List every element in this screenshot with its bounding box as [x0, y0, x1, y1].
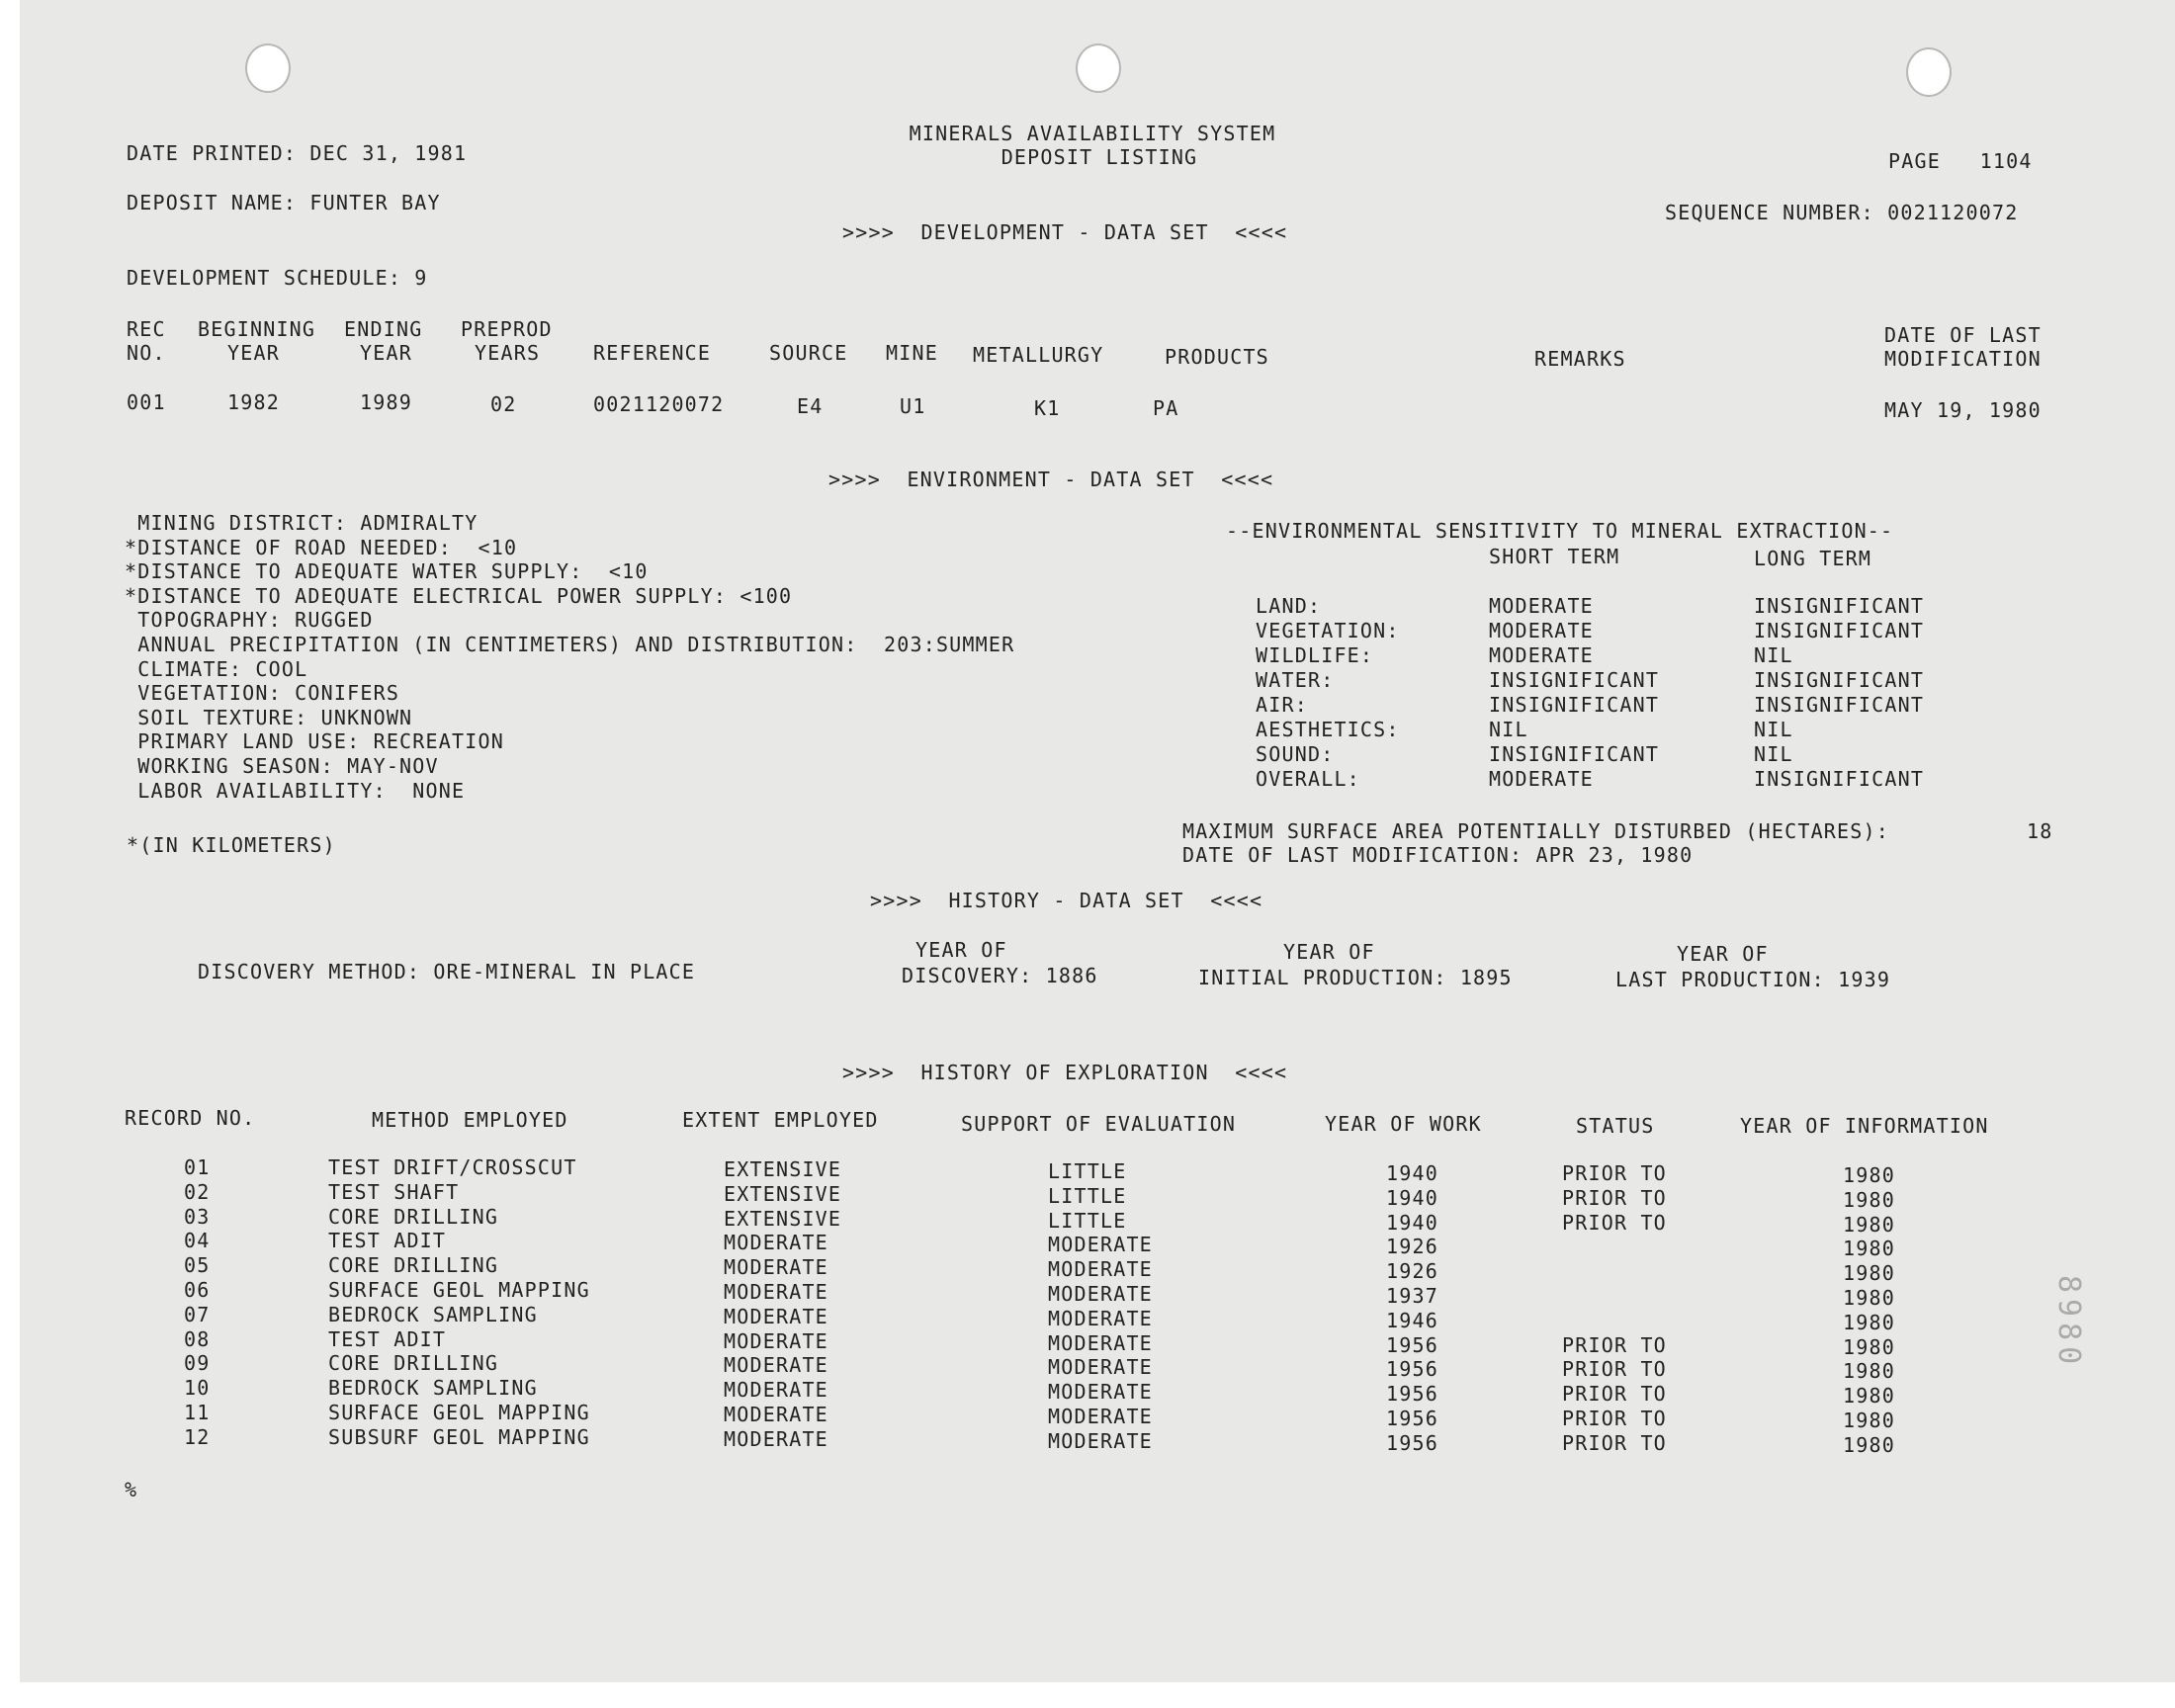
footer-mark: %	[125, 1478, 138, 1501]
exp-support: MODERATE	[1048, 1330, 1153, 1355]
dev-row-preprod: 02	[490, 392, 517, 416]
discovery-method: DISCOVERY METHOD: ORE-MINERAL IN PLACE	[198, 960, 696, 983]
max-area-value: 18	[2027, 819, 2053, 843]
exp-record-no: 03	[184, 1204, 211, 1229]
exp-status: PRIOR TO	[1562, 1161, 1667, 1185]
exp-record-no: 05	[184, 1253, 211, 1278]
exp-support: MODERATE	[1048, 1428, 1153, 1453]
exp-record-no: 12	[184, 1424, 211, 1449]
exploration-section-title: >>>> HISTORY OF EXPLORATION <<<<	[842, 1061, 1288, 1084]
exp-year-info: 1980	[1843, 1212, 1895, 1237]
dev-header-ending: ENDING	[344, 317, 423, 341]
environment-line: TOPOGRAPHY: RUGGED	[125, 608, 374, 633]
date-printed: DATE PRINTED: DEC 31, 1981	[127, 141, 468, 165]
dev-row-mine: U1	[900, 394, 926, 418]
sensitivity-label: OVERALL:	[1256, 767, 1360, 791]
exp-year: 1940	[1386, 1210, 1438, 1235]
environment-line: SOIL TEXTURE: UNKNOWN	[125, 705, 413, 729]
max-area-label: MAXIMUM SURFACE AREA POTENTIALLY DISTURBED (HECTARES):	[1182, 819, 1890, 843]
exp-record-no: 01	[184, 1155, 211, 1179]
dev-header-date-of-last: DATE OF LAST	[1884, 323, 2042, 347]
sensitivity-label: AESTHETICS:	[1256, 718, 1400, 741]
sensitivity-short: NIL	[1489, 718, 1528, 741]
exp-year: 1956	[1386, 1357, 1438, 1382]
exp-year-info: 1980	[1843, 1384, 1895, 1409]
sequence-number: SEQUENCE NUMBER: 0021120072	[1665, 201, 2019, 224]
sensitivity-long-term-header: LONG TERM	[1754, 547, 1872, 570]
dev-header-beginning: BEGINNING	[198, 317, 316, 341]
dev-header-preprod: PREPROD	[461, 317, 553, 341]
environment-line: ANNUAL PRECIPITATION (IN CENTIMETERS) AND DISTRIBUTION: 203:SUMMER	[125, 633, 1015, 656]
exp-year: 1940	[1386, 1161, 1438, 1185]
exp-year-info: 1980	[1843, 1359, 1895, 1384]
exp-extent: MODERATE	[724, 1231, 828, 1255]
sensitivity-label: VEGETATION:	[1256, 619, 1400, 642]
punch-hole-right	[1906, 47, 1952, 97]
sensitivity-long: NIL	[1754, 643, 1793, 667]
exp-support: LITTLE	[1048, 1183, 1127, 1208]
printout-sheet	[20, 0, 2175, 1682]
exp-year-info: 1980	[1843, 1334, 1895, 1359]
year-of-last-label: YEAR OF	[1677, 942, 1769, 966]
exp-header-extent: EXTENT EMPLOYED	[682, 1108, 879, 1132]
sensitivity-label: SOUND:	[1256, 742, 1335, 766]
sensitivity-long: INSIGNIFICANT	[1754, 668, 1925, 692]
environment-last-modification: DATE OF LAST MODIFICATION: APR 23, 1980	[1182, 843, 1694, 867]
environment-footnote: *(IN KILOMETERS)	[127, 833, 336, 857]
exp-record-no: 11	[184, 1401, 211, 1424]
exp-extent: MODERATE	[724, 1280, 828, 1304]
sensitivity-long: INSIGNIFICANT	[1754, 594, 1925, 618]
exp-year: 1937	[1386, 1284, 1438, 1308]
exp-support: MODERATE	[1048, 1380, 1153, 1405]
exp-extent: EXTENSIVE	[724, 1157, 842, 1181]
exp-support: MODERATE	[1048, 1355, 1153, 1380]
exp-method: SUBSURF GEOL MAPPING	[328, 1424, 590, 1449]
exp-year-info: 1980	[1843, 1409, 1895, 1432]
initial-production: INITIAL PRODUCTION: 1895	[1198, 966, 1513, 989]
environment-line: *DISTANCE TO ADEQUATE WATER SUPPLY: <10	[125, 559, 649, 584]
exp-year-info: 1980	[1843, 1261, 1895, 1286]
sensitivity-label: WILDLIFE:	[1256, 643, 1374, 667]
exp-record-no: 08	[184, 1326, 211, 1351]
exp-method: BEDROCK SAMPLING	[328, 1302, 538, 1326]
exp-status: PRIOR TO	[1562, 1210, 1667, 1235]
sensitivity-title: --ENVIRONMENTAL SENSITIVITY TO MINERAL EXTRACTION--	[1226, 519, 1894, 543]
exp-extent: MODERATE	[724, 1403, 828, 1426]
exp-header-support: SUPPORT OF EVALUATION	[961, 1112, 1237, 1136]
exp-year: 1926	[1386, 1235, 1438, 1259]
exp-extent: MODERATE	[724, 1378, 828, 1403]
deposit-name: DEPOSIT NAME: FUNTER BAY	[127, 191, 441, 214]
exp-status: PRIOR TO	[1562, 1407, 1667, 1430]
system-title: MINERALS AVAILABILITY SYSTEM	[909, 122, 1276, 145]
exp-support: MODERATE	[1048, 1306, 1153, 1330]
dev-header-years: YEARS	[475, 341, 541, 365]
exp-method: BEDROCK SAMPLING	[328, 1376, 538, 1401]
exp-year-info: 1980	[1843, 1310, 1895, 1334]
exp-support: MODERATE	[1048, 1282, 1153, 1306]
margin-stamp: 8980	[2051, 1275, 2086, 1371]
exp-record-no: 09	[184, 1351, 211, 1376]
exp-status: PRIOR TO	[1562, 1185, 1667, 1210]
listing-title: DEPOSIT LISTING	[1000, 145, 1198, 169]
last-production: LAST PRODUCTION: 1939	[1615, 968, 1891, 991]
sensitivity-short: MODERATE	[1489, 594, 1594, 618]
exp-extent: MODERATE	[724, 1255, 828, 1280]
environment-line: MINING DISTRICT: ADMIRALTY	[125, 511, 478, 535]
environment-line: *DISTANCE OF ROAD NEEDED: <10	[125, 535, 518, 559]
exp-header-status: STATUS	[1576, 1114, 1655, 1138]
exp-method: TEST ADIT	[328, 1229, 447, 1253]
exp-extent: EXTENSIVE	[724, 1206, 842, 1231]
dev-header-source: SOURCE	[769, 341, 848, 365]
exp-method: TEST DRIFT/CROSSCUT	[328, 1155, 577, 1179]
exp-method: CORE DRILLING	[328, 1253, 499, 1278]
sensitivity-short: MODERATE	[1489, 643, 1594, 667]
history-section-title: >>>> HISTORY - DATA SET <<<<	[870, 889, 1263, 912]
exp-extent: MODERATE	[724, 1304, 828, 1328]
environment-section-title: >>>> ENVIRONMENT - DATA SET <<<<	[828, 468, 1274, 491]
sensitivity-short-term-header: SHORT TERM	[1489, 545, 1620, 568]
sensitivity-short: MODERATE	[1489, 619, 1594, 642]
exp-support: MODERATE	[1048, 1233, 1153, 1257]
exp-record-no: 06	[184, 1278, 211, 1302]
exp-year: 1926	[1386, 1259, 1438, 1284]
exp-status: PRIOR TO	[1562, 1382, 1667, 1407]
sensitivity-long: INSIGNIFICANT	[1754, 693, 1925, 717]
sensitivity-long: NIL	[1754, 742, 1793, 766]
exp-method: SURFACE GEOL MAPPING	[328, 1278, 590, 1302]
exp-year: 1956	[1386, 1430, 1438, 1455]
exp-year-info: 1980	[1843, 1187, 1895, 1212]
exp-year-info: 1980	[1843, 1163, 1895, 1187]
exp-year: 1956	[1386, 1332, 1438, 1357]
environment-line: CLIMATE: COOL	[125, 656, 308, 681]
dev-header-products: PRODUCTS	[1165, 345, 1269, 369]
sensitivity-short: INSIGNIFICANT	[1489, 693, 1660, 717]
sensitivity-long: INSIGNIFICANT	[1754, 767, 1925, 791]
discovery-year: DISCOVERY: 1886	[902, 964, 1098, 987]
environment-line: WORKING SEASON: MAY-NOV	[125, 754, 439, 778]
exp-status: PRIOR TO	[1562, 1357, 1667, 1382]
page-number: PAGE 1104	[1888, 149, 2033, 173]
dev-header-year1: YEAR	[227, 341, 280, 365]
exp-year: 1956	[1386, 1382, 1438, 1407]
dev-header-remarks: REMARKS	[1534, 347, 1626, 371]
exp-record-no: 10	[184, 1376, 211, 1401]
dev-row-products: PA	[1153, 396, 1179, 420]
exp-extent: MODERATE	[724, 1328, 828, 1353]
environment-line: LABOR AVAILABILITY: NONE	[125, 778, 466, 803]
environment-line: PRIMARY LAND USE: RECREATION	[125, 729, 504, 754]
dev-row-source: E4	[797, 394, 824, 418]
exp-support: MODERATE	[1048, 1257, 1153, 1282]
dev-row-date: MAY 19, 1980	[1884, 398, 2042, 422]
exp-extent: MODERATE	[724, 1353, 828, 1378]
exp-record-no: 02	[184, 1179, 211, 1204]
exp-extent: EXTENSIVE	[724, 1181, 842, 1206]
exp-header-year-info: YEAR OF INFORMATION	[1740, 1114, 1989, 1138]
year-of-initial-label: YEAR OF	[1283, 940, 1375, 964]
exp-year-info: 1980	[1843, 1286, 1895, 1310]
dev-row-reference: 0021120072	[593, 392, 725, 416]
exp-header-record: RECORD NO.	[125, 1106, 256, 1130]
dev-row-rec: 001	[127, 390, 166, 414]
development-schedule: DEVELOPMENT SCHEDULE: 9	[127, 266, 428, 290]
exp-support: LITTLE	[1048, 1159, 1127, 1183]
sensitivity-label: LAND:	[1256, 594, 1322, 618]
exp-header-method: METHOD EMPLOYED	[372, 1108, 568, 1132]
exp-extent: MODERATE	[724, 1426, 828, 1451]
exp-header-year-work: YEAR OF WORK	[1325, 1112, 1482, 1136]
dev-header-reference: REFERENCE	[593, 341, 712, 365]
dev-header-metallurgy: METALLURGY	[973, 343, 1104, 367]
exp-method: CORE DRILLING	[328, 1204, 499, 1229]
exp-method: SURFACE GEOL MAPPING	[328, 1401, 590, 1424]
dev-header-rec: REC	[127, 317, 166, 341]
exp-status: PRIOR TO	[1562, 1332, 1667, 1357]
punch-hole-left	[245, 43, 291, 93]
year-of-discovery-label: YEAR OF	[915, 938, 1007, 962]
punch-hole-center	[1076, 43, 1121, 93]
dev-row-metallurgy: K1	[1034, 396, 1061, 420]
dev-header-year2: YEAR	[360, 341, 412, 365]
sensitivity-label: WATER:	[1256, 668, 1335, 692]
sensitivity-short: MODERATE	[1489, 767, 1594, 791]
environment-line: VEGETATION: CONIFERS	[125, 681, 400, 706]
exp-year: 1940	[1386, 1185, 1438, 1210]
sensitivity-label: AIR:	[1256, 693, 1308, 717]
exp-year: 1956	[1386, 1407, 1438, 1430]
sensitivity-long: NIL	[1754, 718, 1793, 741]
exp-method: CORE DRILLING	[328, 1351, 499, 1376]
exp-year-info: 1980	[1843, 1432, 1895, 1457]
sensitivity-short: INSIGNIFICANT	[1489, 742, 1660, 766]
development-section-title: >>>> DEVELOPMENT - DATA SET <<<<	[842, 220, 1288, 244]
sensitivity-long: INSIGNIFICANT	[1754, 619, 1925, 642]
exp-year: 1946	[1386, 1308, 1438, 1332]
environment-line: *DISTANCE TO ADEQUATE ELECTRICAL POWER SUPPLY: <100	[125, 583, 793, 608]
exp-method: TEST SHAFT	[328, 1179, 460, 1204]
dev-row-end: 1989	[360, 390, 412, 414]
exp-support: MODERATE	[1048, 1405, 1153, 1428]
exp-method: TEST ADIT	[328, 1326, 447, 1351]
exp-record-no: 04	[184, 1229, 211, 1253]
exp-year-info: 1980	[1843, 1237, 1895, 1261]
dev-header-no: NO.	[127, 341, 166, 365]
exp-record-no: 07	[184, 1302, 211, 1326]
dev-header-modification: MODIFICATION	[1884, 347, 2042, 371]
dev-header-mine: MINE	[886, 341, 938, 365]
sensitivity-short: INSIGNIFICANT	[1489, 668, 1660, 692]
exp-support: LITTLE	[1048, 1208, 1127, 1233]
exp-status: PRIOR TO	[1562, 1430, 1667, 1455]
dev-row-begin: 1982	[227, 390, 280, 414]
